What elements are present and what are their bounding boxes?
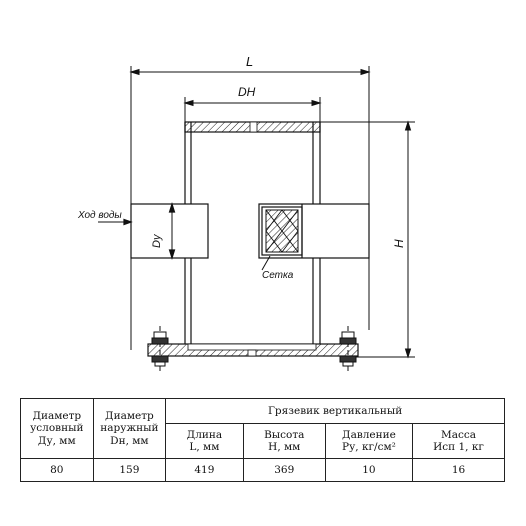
- col-height-header: Высота H, мм: [243, 424, 325, 459]
- col-nominal-diameter-header: Диаметр условный Ду, мм: [21, 399, 94, 459]
- mesh-screen: [266, 210, 298, 252]
- outer-diameter-dimension: [185, 97, 320, 122]
- water-flow-label: Ход воды: [78, 210, 122, 221]
- cell-height: 369: [243, 459, 325, 482]
- outer-diameter-label: DH: [238, 85, 256, 99]
- cell-length: 419: [166, 459, 243, 482]
- cell-dn: 159: [93, 459, 166, 482]
- height-label: H: [392, 239, 406, 248]
- length-label: L: [246, 54, 254, 69]
- cell-mass: 16: [413, 459, 505, 482]
- spec-table: [20, 398, 505, 482]
- col-mass-header: Масса Исп 1, кг: [413, 424, 505, 459]
- group-title: Грязевик вертикальный: [166, 399, 505, 424]
- col-length-header: Длина L, мм: [166, 424, 243, 459]
- mesh-label: Сетка: [262, 270, 294, 281]
- col-outer-diameter-header: Диаметр наружный Dн, мм: [93, 399, 166, 459]
- top-cover: [185, 122, 320, 132]
- table-row: [21, 459, 505, 482]
- col-pressure-header: Давление Ру, кг/см²: [325, 424, 412, 459]
- cell-dy: 80: [21, 459, 94, 482]
- cell-pressure: 10: [325, 459, 412, 482]
- bottom-flange: [148, 344, 358, 356]
- nominal-diameter-label: Dy: [151, 234, 163, 248]
